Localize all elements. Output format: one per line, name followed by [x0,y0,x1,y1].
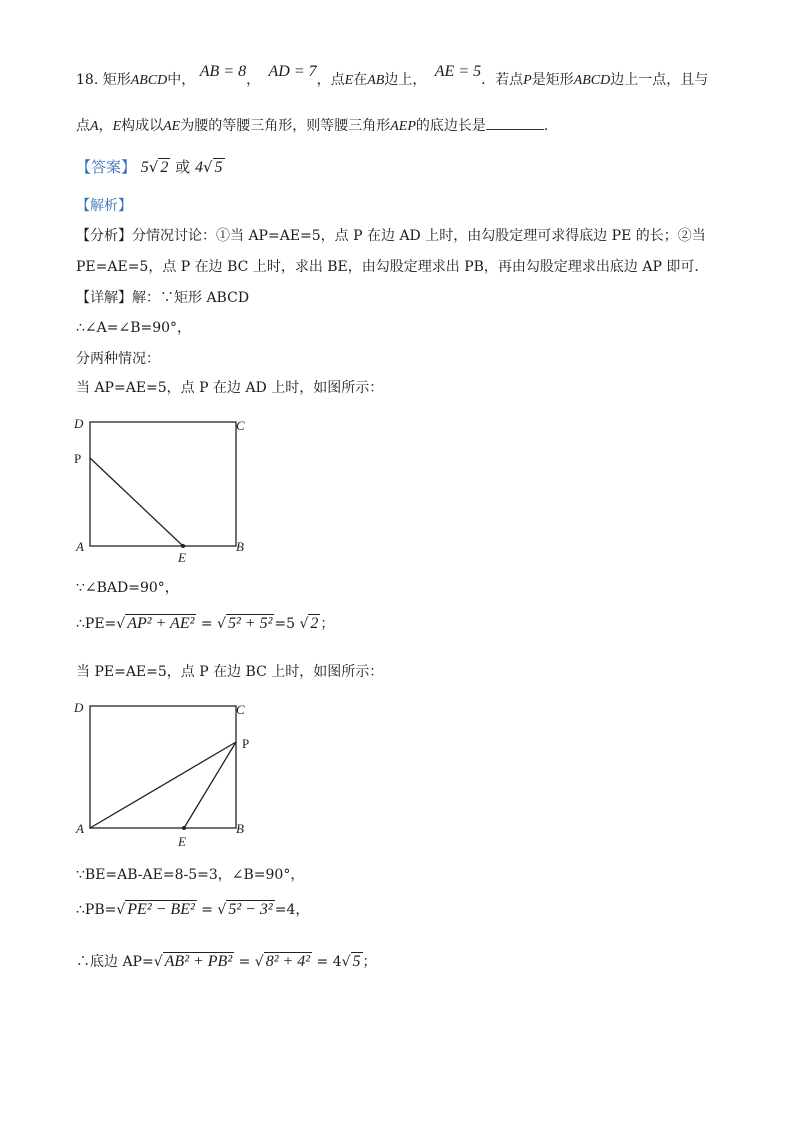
case1-because: ∵∠BAD=90°， [76,580,179,596]
label-p: P [242,736,250,751]
problem-text: ， [246,72,261,88]
case2-pb-equation [76,900,309,920]
radicand: AP² + AE² [127,615,195,632]
problem-text: 边上， [384,72,427,88]
detail-line-1 [76,288,249,308]
problem-text: 点 [76,118,90,134]
equals: = [238,954,251,970]
point-e-dot [182,826,186,830]
case2-ap-equation [76,952,377,972]
problem-text: 构成以 [121,118,164,134]
punct: ； [362,954,377,970]
radicand: 5 [352,953,361,970]
sqrt-icon: √ [116,616,126,632]
problem-text: 中， [167,72,196,88]
problem-text: 边上一点，且与 [610,72,709,88]
problem-text: ．若点 [481,72,524,88]
answer-line [76,157,225,178]
sqrt-icon: √ [153,954,163,970]
point-p: P [523,73,532,88]
segment-ep [184,742,236,828]
label-e: E [178,550,186,565]
punct: ； [320,616,335,632]
problem-line-2 [76,115,548,137]
figure-1-svg [72,412,262,570]
point-e-dot [181,544,185,548]
fenxi-tag: 【分析】 [76,228,132,244]
label-b: B [236,539,244,554]
answer-or: 或 [175,158,191,176]
sqrt-icon: √ [217,902,227,918]
label-a: A [76,539,84,554]
sqrt-icon: √ [299,616,309,632]
detail-line-2: ∴∠A=∠B=90°， [76,320,192,336]
equals: = [201,902,213,918]
case2-heading: 当 PE=AE=5，点 P 在边 BC 上时，如图所示： [76,664,384,680]
equation-lhs: ∴底边 AP= [76,954,154,970]
answer-radicand: 2 [160,159,169,176]
problem-text: . [543,118,549,134]
sqrt-icon: √ [254,954,264,970]
triangle-aep: AEP [390,119,416,134]
equation-lhs: ∴PB= [76,902,117,918]
segment-pe [90,458,183,546]
case2-be: ∵BE=AB-AE=8-5=3，∠B=90°， [76,867,305,883]
point-e: E [344,73,354,88]
detail-line-3: 分两种情况： [76,351,160,367]
sqrt-icon: √ [217,616,226,632]
equals: = [200,616,213,632]
label-d: D [74,416,84,431]
answer-coef: 5 [140,159,149,176]
result: = 4 [316,954,342,970]
problem-text: 的底边长是 [415,118,486,134]
point-e: E [112,119,122,134]
label-c: C [236,418,245,433]
label-e: E [178,834,186,849]
label-p: P [74,451,82,466]
side-ab: AB [367,73,385,88]
ab-equation: AB = 8 [199,63,247,80]
problem-text: ， [98,118,113,134]
result: =4， [274,902,310,918]
fenxi-text: 分情况讨论：①当 AP=AE=5，点 P 在边 AD 上时，由勾股定理可求得底边 PE 的长；②当 [132,228,706,244]
problem-text: 在 [353,72,368,88]
ae-equation: AE = 5 [434,63,482,80]
problem-text: ，点 [316,72,345,88]
problem-line-1 [76,63,709,91]
case1-heading: 当 AP=AE=5，点 P 在边 AD 上时，如图所示： [76,380,384,396]
fenxi-line-1 [76,226,706,246]
label-d: D [74,700,84,715]
case1-pe-equation [76,614,334,634]
answer-tag: 【答案】 [76,158,137,176]
radicand: 5² + 5² [227,615,273,632]
radicand: AB² + PB² [164,953,233,970]
fenxi-line-2: PE=AE=5，点 P 在边 BC 上时，求出 BE，由勾股定理求出 PB，再由勾股定理求出底边 AP 即可. [76,259,699,275]
label-c: C [236,702,245,717]
problem-text: 是矩形 [531,72,574,88]
analysis-tag: 【解析】 [76,198,132,214]
problem-text: 为腰的等腰三角形，则等腰三角形 [180,118,391,134]
sqrt-icon: √ [148,158,159,176]
figure-2 [72,696,262,858]
ad-equation: AD = 7 [268,63,317,80]
problem-text: 矩形 [102,72,131,88]
radicand: PE² − BE² [127,901,195,918]
equation-lhs: ∴PE= [76,616,117,632]
radicand: 8² + 4² [265,953,311,970]
label-a: A [76,821,84,836]
segment-ap [90,742,236,828]
figure-2-svg [72,696,262,854]
answer-coef: 4 [194,159,203,176]
rectangle-abcd [90,706,236,828]
problem-number: 18. [76,72,99,88]
detail-text: 解：∵矩形 ABCD [132,290,250,306]
sqrt-icon: √ [116,902,126,918]
detail-tag: 【详解】 [76,290,132,306]
sqrt-icon: √ [202,158,213,176]
rect-name: ABCD [573,73,611,88]
rect-name: ABCD [130,73,168,88]
result: =5 [274,616,295,632]
point-a: A [90,119,99,134]
radicand: 2 [310,615,319,632]
label-b: B [236,821,244,836]
answer-radicand: 5 [214,159,223,176]
figure-1 [72,412,262,574]
sqrt-icon: √ [341,954,351,970]
segment-ae: AE [163,119,181,134]
answer-blank [486,115,544,130]
radicand: 5² − 3² [228,901,273,918]
